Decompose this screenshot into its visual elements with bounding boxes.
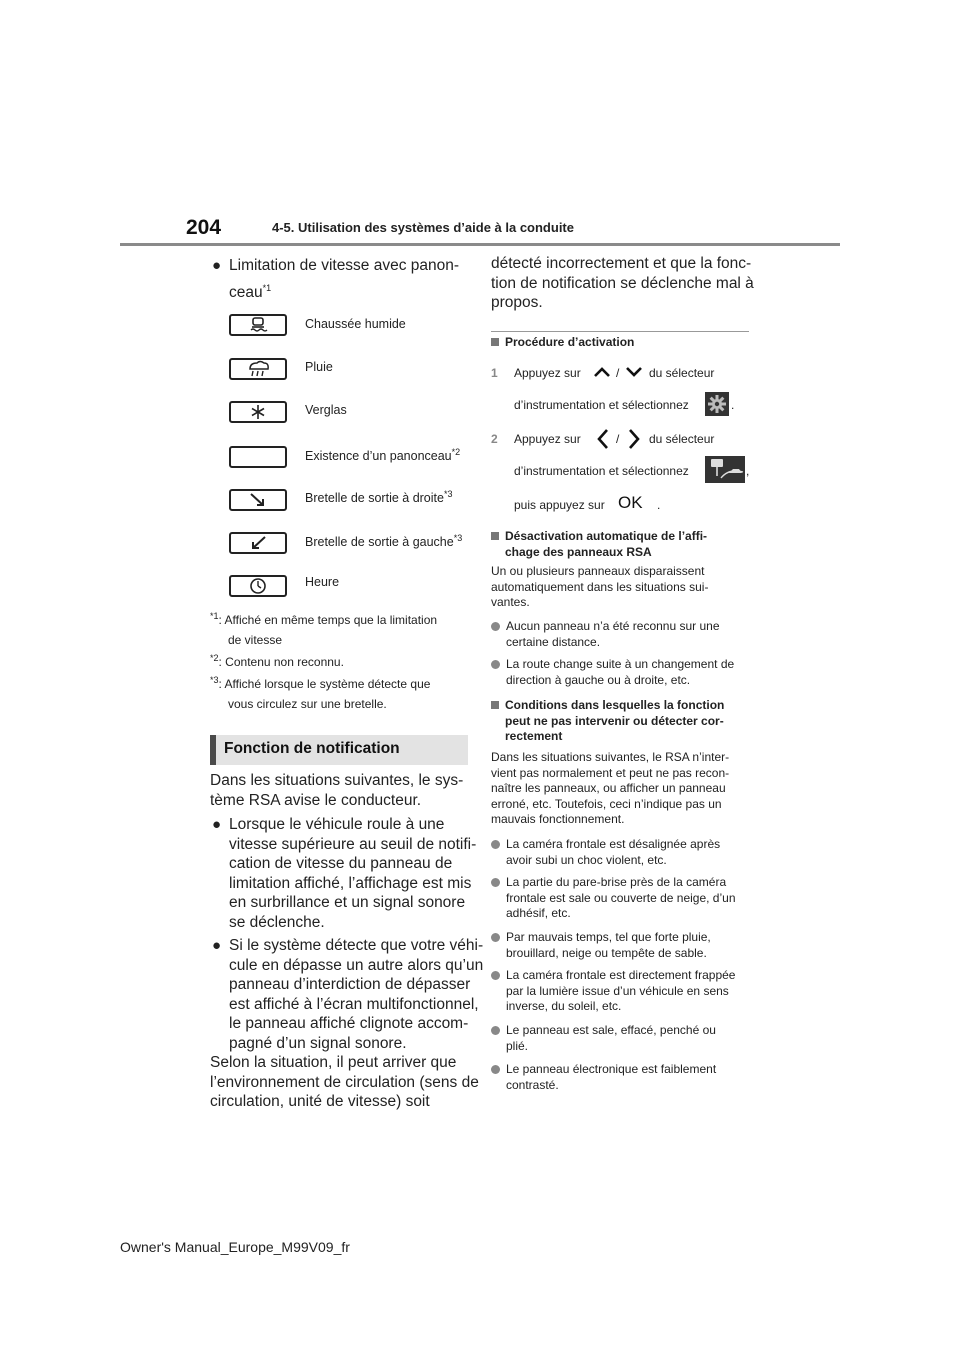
step-1-line-1: 1 Appuyez sur / du sélecteur [491,366,715,380]
conditions-heading: Conditions dans lesquelles la fonction peut ne pas intervenir ou détecter cor- rectement [491,698,724,745]
sign-label-4: Bretelle de sortie à droite$^{*3}$ [305,489,453,506]
bullet-dot [491,660,500,669]
footnote-2: $^{*2}$: Contenu non reconnu. [210,653,344,669]
section-title: Fonction de notification [224,740,400,757]
header-rule [120,243,840,246]
sign-label-1: Pluie [305,360,333,374]
conditions-bullet-3: Par mauvais temps, tel que forte pluie, brouillard, neige ou tempête de sable. [491,930,711,961]
heading-square [491,532,499,540]
footnote-1: $^{*1}$: Affiché en même temps que la limitation de vitesse [210,611,438,647]
deactivation-text: Un ou plusieurs panneaux disparaissent automatiquement dans les situations sui- vantes. [491,564,709,609]
conditions-bullet-2: La partie du pare-brise près de la caméra frontale est sale ou couverte de neige, d’un adhésif, etc. [491,875,736,922]
conditions-bullet-4: La caméra frontale est directement frappée par la lumière issue d’un véhicule en sens inverse, du soleil, etc. [491,968,735,1015]
step-2-line-2: d’instrumentation et sélectionnez , [514,456,754,484]
chevron-down-icon [624,365,644,382]
section-rule [491,331,749,332]
bullet-dot [491,840,500,849]
bullet-dot [491,878,500,887]
deactivation-bullet-2: La route change suite à un changement de direction à gauche ou à droite, etc. [491,657,734,688]
bullet-dot: ● [212,937,222,954]
step-2-line-3: puis appuyez sur OK . [514,493,661,512]
bullet-dot: ● [212,257,222,274]
sign-label-6: Heure [305,575,340,589]
bullet-dot [491,622,500,631]
intro-line-2: ceau [229,283,263,301]
footnote-3: $^{*3}$: Affiché lorsque le système détecte que vous circulez sur une bretelle. [210,675,431,711]
sign-label-5: Bretelle de sortie à gauche$^{*3}$ [305,533,463,550]
gear-icon [705,392,729,416]
deactivation-bullet-1: Aucun panneau n’a été reconnu sur une certaine distance. [491,619,720,650]
chevron-left-icon [596,428,610,453]
bullet-dot: ● [212,816,222,833]
deactivation-heading: Désactivation automatique de l’affi- chage des panneaux RSA [491,529,707,560]
snowflake-icon [229,401,287,423]
bullet-dot [491,933,500,942]
chevron-right-icon [627,428,641,453]
ok-button-icon: OK [618,493,643,512]
bullet-dot [491,971,500,980]
rain-icon [229,358,287,380]
notification-paragraph: Dans les situations suivantes, le sys- tème RSA avise le conducteur. [210,772,464,809]
step-2-line-1: 2 Appuyez sur / du sélecteur [491,432,751,448]
footer-text: Owner's Manual_Europe_M99V09_fr [120,1239,350,1255]
sign-label-3: Existence d’un panonceau$^{*2}$ [305,447,461,464]
arrow-down-left-icon [229,532,287,554]
conditions-bullet-5: Le panneau est sale, effacé, penché ou plié. [491,1023,716,1054]
procedure-heading: Procédure d’activation [491,335,634,351]
situation-paragraph: Selon la situation, il peut arriver que l’environnement de circulation (sens de circulation, unité de vitesse) soit [210,1054,479,1110]
rsa-menu-icon [705,456,745,483]
section-header [210,735,468,765]
heading-square [491,338,499,346]
chevron-up-icon [592,365,612,382]
conditions-bullet-6: Le panneau électronique est faiblement contrasté. [491,1062,716,1093]
sign-label-2: Verglas [305,403,347,417]
intro-bullet [212,256,460,302]
bullet-dot [491,1026,500,1035]
notification-bullet-2: ● Si le système détecte que votre véhi- cule en dépasse un autre alors qu’un panneau d’interdiction de dépasser est affiché à l’écran multifonctionnel, le panneau affiché clignote accom- pagné d’un signal sonore. [212,937,484,1052]
page-number: 204 [186,216,222,239]
arrow-down-right-icon [229,489,287,511]
conditions-text: Dans les situations suivantes, le RSA n’inter- vient pas normalement et peut ne pas recon- naître les panneaux, ou afficher un panneau erroné, etc. Toutefois, ceci n’indique pas un mauvais fonctionnement. [491,750,730,826]
wet-road-icon [229,314,287,336]
continued-paragraph: détecté incorrectement et que la fonc- tion de notification se déclenche mal à propos. [491,255,754,311]
heading-square [491,701,499,709]
chapter-title: 4-5. Utilisation des systèmes d’aide à la conduite [272,220,574,235]
bullet-dot [491,1065,500,1074]
sign-label-0: Chaussée humide [305,317,406,331]
step-1-line-2: d’instrumentation et sélectionnez . [514,392,754,418]
conditions-bullet-1: La caméra frontale est désalignée après avoir subi un choc violent, etc. [491,837,720,868]
blank-panel-icon [229,446,287,468]
intro-line-1: Limitation de vitesse avec panon- [229,257,460,274]
intro-sup: *1 [262,282,272,293]
clock-icon [229,575,287,597]
notification-bullet-1: ● Lorsque le véhicule roule à une vitesse supérieure au seuil de notifi- cation de vitesse du panneau de limitation affiché, l’affichage est mis en surbrillance et un signal sonore se déclenche. [212,816,477,931]
